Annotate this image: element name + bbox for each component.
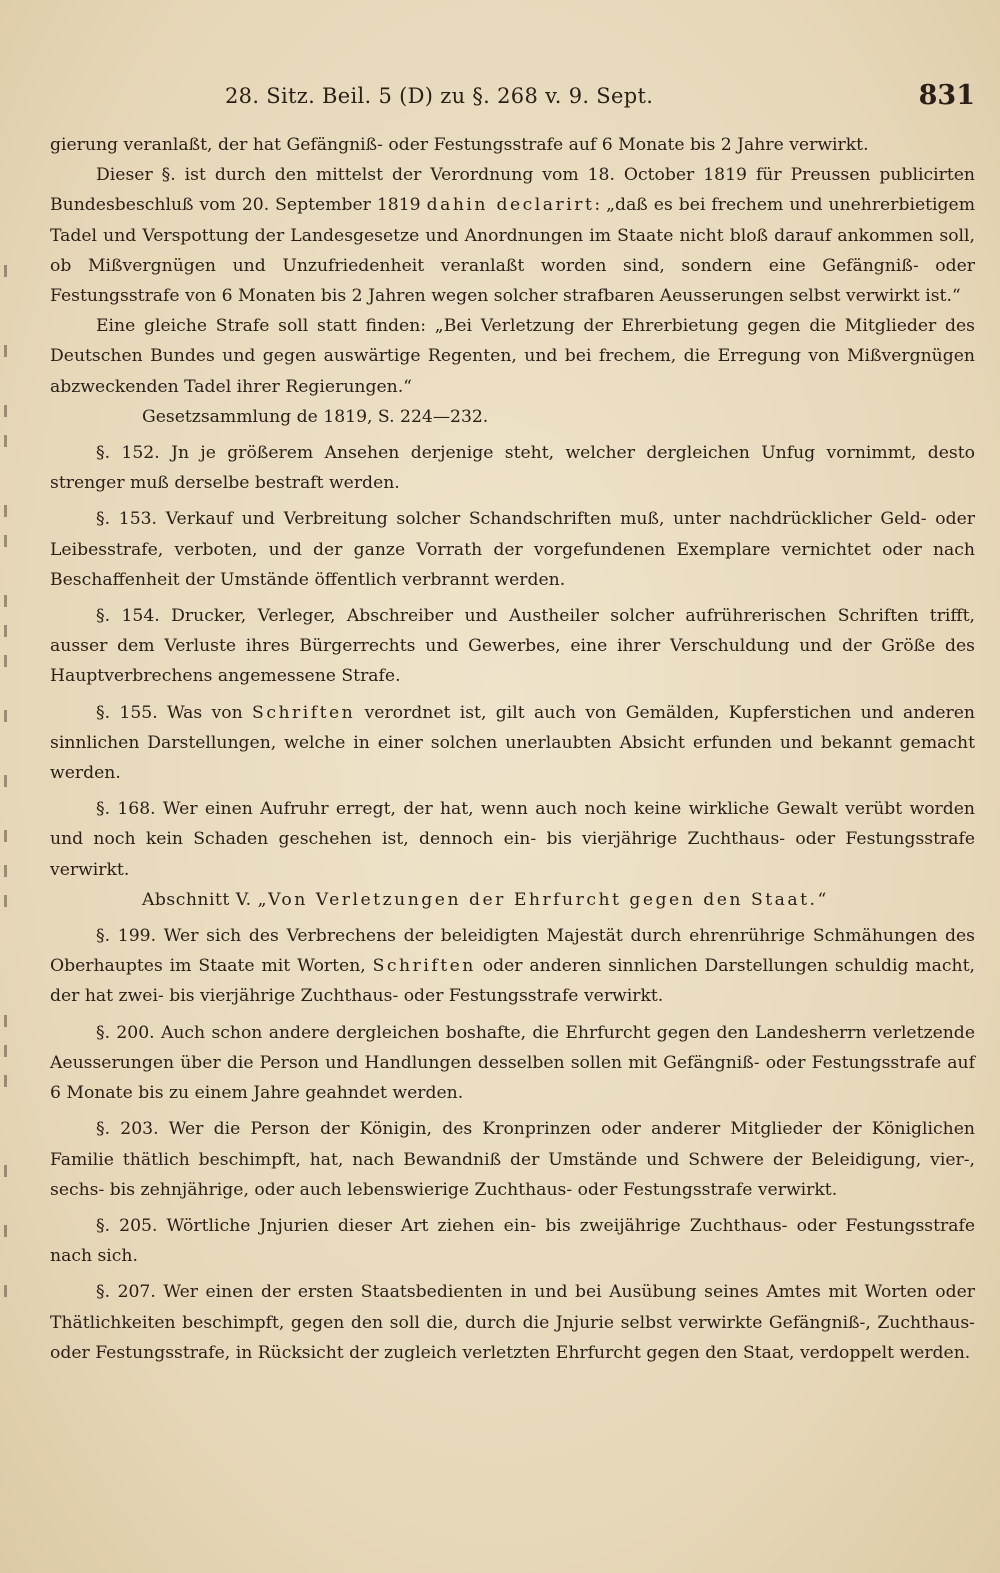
paragraph-154: §. 154. Drucker, Verleger, Abschreiber und Austheiler solcher aufrührerischen Schriften trifft, ausser dem Verluste ihres Bürgerrechts und Gewerbes, eine ihrer Verschuldung und der Größe des Hauptverbrechens angemessene Strafe. (50, 606, 975, 687)
paragraph-153: §. 153. Verkauf und Verbreitung solcher Schandschriften muß, unter nachdrücklicher Geld- oder Leibesstrafe, verboten, und der ganze Vorrath der vorgefundenen Exemplare vernichtet oder nach Beschaffenheit der Umstände öffentlich verbrannt werden. (50, 509, 975, 590)
running-head: 28. Sitz. Beil. 5 (D) zu §. 268 v. 9. Sept. (225, 84, 654, 108)
section-heading: Abschnitt V. „Von Verletzungen der Ehrfurcht gegen den Staat.“ (142, 889, 829, 910)
citation: Gesetzsammlung de 1819, S. 224—232. (142, 406, 489, 427)
page-number: 831 (918, 80, 975, 111)
paragraph: Dieser §. ist durch den mittelst der Verordnung vom 18. October 1819 für Preussen publicirten Bundesbeschluß vom 20. September 1819 dahin declarirt: „daß es bei frechem und unehrerbietigem Tadel und Verspottung der Landesgesetze und Anordnungen im Staate nicht bloß darauf ankommen soll, ob Mißvergnügen und Unzufriedenheit veranlaßt worden sind, sondern eine Gefängniß- oder Festungsstrafe von 6 Monaten bis 2 Jahren wegen solcher strafbaren Aeusserungen selbst verwirkt ist.“ (50, 165, 975, 307)
paragraph-199: §. 199. Wer sich des Verbrechens der beleidigten Majestät durch ehrenrührige Schmähungen des Oberhauptes im Staate mit Worten, Schriften oder anderen sinnlichen Darstellungen schuldig macht, der hat zwei- bis vierjährige Zuchthaus- oder Festungsstrafe verwirkt. (50, 926, 975, 1007)
body-text (50, 130, 975, 1368)
page-header (50, 80, 975, 120)
paragraph: gierung veranlaßt, der hat Gefängniß- oder Festungsstrafe auf 6 Monate bis 2 Jahre verwirkt. (50, 135, 869, 155)
binding-edge (0, 0, 14, 1573)
paragraph-207: §. 207. Wer einen der ersten Staatsbedienten in und bei Ausübung seines Amtes mit Worten oder Thätlichkeiten beschimpft, gegen den soll die, durch die Jnjurie selbst verwirkte Gefängniß-, Zuchthaus- oder Festungsstrafe, in Rücksicht der zugleich verletzten Ehrfurcht gegen den Staat, verdoppelt werden. (50, 1282, 975, 1363)
paragraph-200: §. 200. Auch schon andere dergleichen boshafte, die Ehrfurcht gegen den Landesherrn verletzende Aeusserungen über die Person und Handlungen desselben sollen mit Gefängniß- oder Festungsstrafe auf 6 Monate bis zu einem Jahre geahndet werden. (50, 1022, 975, 1104)
paragraph-168: §. 168. Wer einen Aufruhr erregt, der hat, wenn auch noch keine wirkliche Gewalt verübt worden und noch kein Schaden geschehen ist, dennoch ein- bis vierjährige Zuchthaus- oder Festungsstrafe verwirkt. (50, 799, 975, 880)
paragraph: Eine gleiche Strafe soll statt finden: „Bei Verletzung der Ehrerbietung gegen die Mitglieder des Deutschen Bundes und gegen auswärtige Regenten, und bei frechem, die Erregung von Mißvergnügen abzweckenden Tadel ihrer Regierungen.“ (50, 316, 975, 397)
paragraph-152: §. 152. Jn je größerem Ansehen derjenige steht, welcher dergleichen Unfug vornimmt, desto strenger muß derselbe bestraft werden. (50, 443, 975, 494)
paragraph-203: §. 203. Wer die Person der Königin, des Kronprinzen oder anderer Mitglieder der Königlichen Familie thätlich beschimpft, hat, nach Bewandniß der Umstände und Schwere der Beleidigung, vier-, sechs- bis zehnjährige, oder auch lebenswierige Zuchthaus- oder Festungsstrafe verwirkt. (50, 1119, 975, 1200)
paragraph-155: §. 155. Was von Schriften verordnet ist, gilt auch von Gemälden, Kupferstichen und anderen sinnlichen Darstellungen, welche in einer solchen unerlaubten Absicht erfunden und bekannt gemacht werden. (50, 702, 975, 784)
paragraph-205: §. 205. Wörtliche Jnjurien dieser Art ziehen ein- bis zweijährige Zuchthaus- oder Festungsstrafe nach sich. (50, 1215, 975, 1267)
